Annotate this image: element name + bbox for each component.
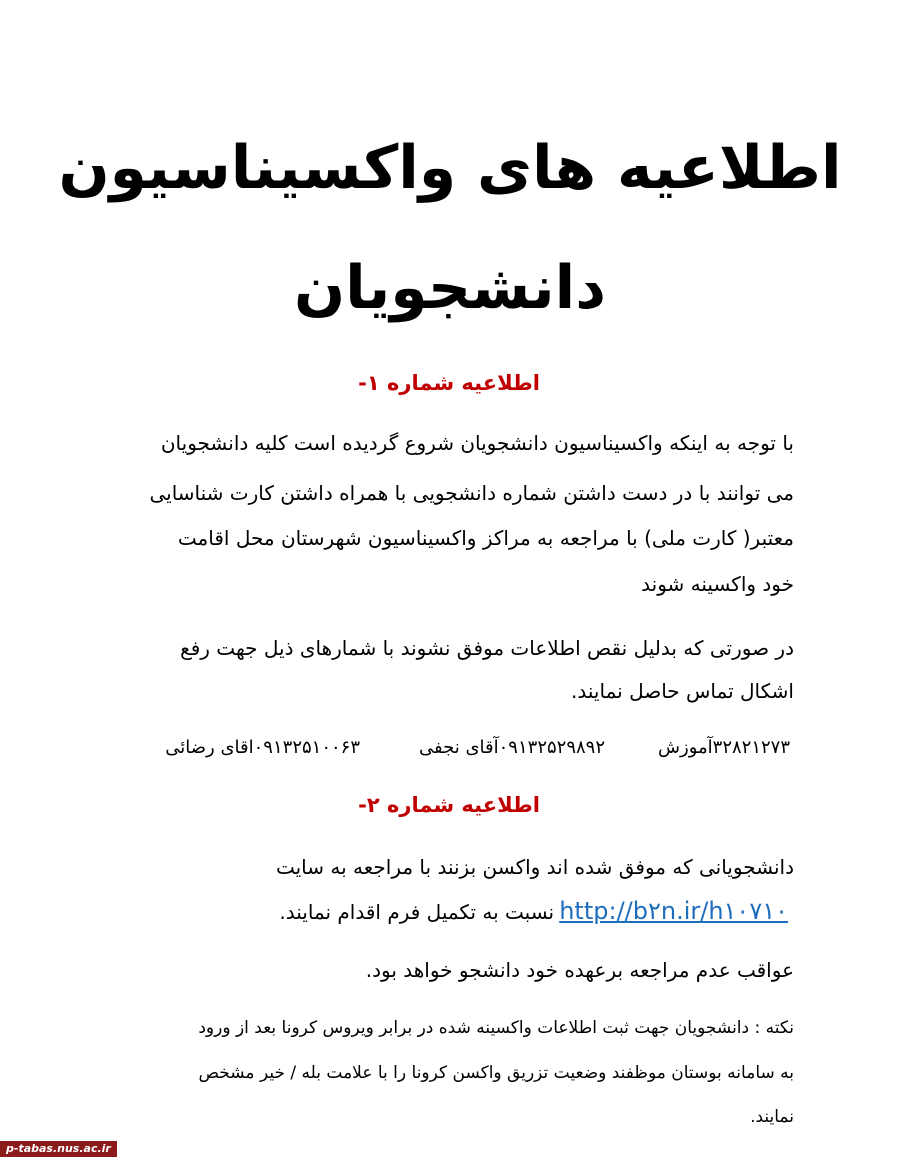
title-line-1: اطلاعیه های واکسیناسیون (58, 133, 842, 203)
contact-rezaei: ۰۹۱۳۲۵۱۰۰۶۳اقای رضائی (165, 737, 360, 758)
notice-2-consequence: عواقب عدم مراجعه برعهده خود دانشجو خواهد بود. (365, 958, 794, 982)
notice-1-paragraph-1-line-1: با توجه به اینکه واکسیناسیون دانشجویان شروع گردیده است کلیه دانشجویان (160, 431, 794, 455)
notice-2-line-1: دانشجویانی که موفق شده اند واکسن بزنند با مراجعه به سایت (275, 855, 794, 879)
notice-1-heading: اطلاعیه شماره ۱- (358, 371, 540, 395)
note-line-2: به سامانه بوستان موظفند وضعیت تزریق واکسن کرونا را با علامت بله / خیر مشخص (198, 1063, 794, 1083)
notice-1-paragraph-2-line-2: اشکال تماس حاصل نمایند. (571, 679, 794, 703)
notice-2-line-2-text: نسبت به تکمیل فرم اقدام نمایند. (279, 900, 555, 924)
note-line-3: نمایند. (750, 1107, 794, 1127)
title-line-2: دانشجویان (293, 253, 607, 323)
note-line-1: نکته : دانشجویان جهت ثبت اطلاعات واکسینه شده در برابر ویروس کرونا بعد از ورود (198, 1018, 794, 1038)
notice-1-paragraph-1-line-2: می توانند با در دست داشتن شماره دانشجویی با همراه داشتن کارت شناسایی (149, 481, 794, 505)
notice-1-paragraph-1-line-3: معتبر( کارت ملی) با مراجعه به مراکز واکسیناسیون شهرستان محل اقامت (177, 526, 794, 550)
contact-education: ۳۲۸۲۱۲۷۳آموزش (658, 737, 790, 758)
site-watermark: p-tabas.nus.ac.ir (0, 1141, 117, 1157)
registration-link[interactable]: http://b۲n.ir/h۱۰۷۱۰ (559, 897, 788, 925)
notice-2-heading: اطلاعیه شماره ۲- (358, 793, 540, 817)
notice-2-line-2 (279, 896, 788, 929)
notice-1-paragraph-2-line-1: در صورتی که بدلیل نقص اطلاعات موفق نشوند با شمارهای ذیل جهت رفع (180, 636, 794, 660)
contact-najafi: ۰۹۱۳۲۵۲۹۸۹۲آقای نجفی (419, 737, 605, 758)
notice-1-paragraph-1-line-4: خود واکسینه شوند (641, 572, 794, 596)
